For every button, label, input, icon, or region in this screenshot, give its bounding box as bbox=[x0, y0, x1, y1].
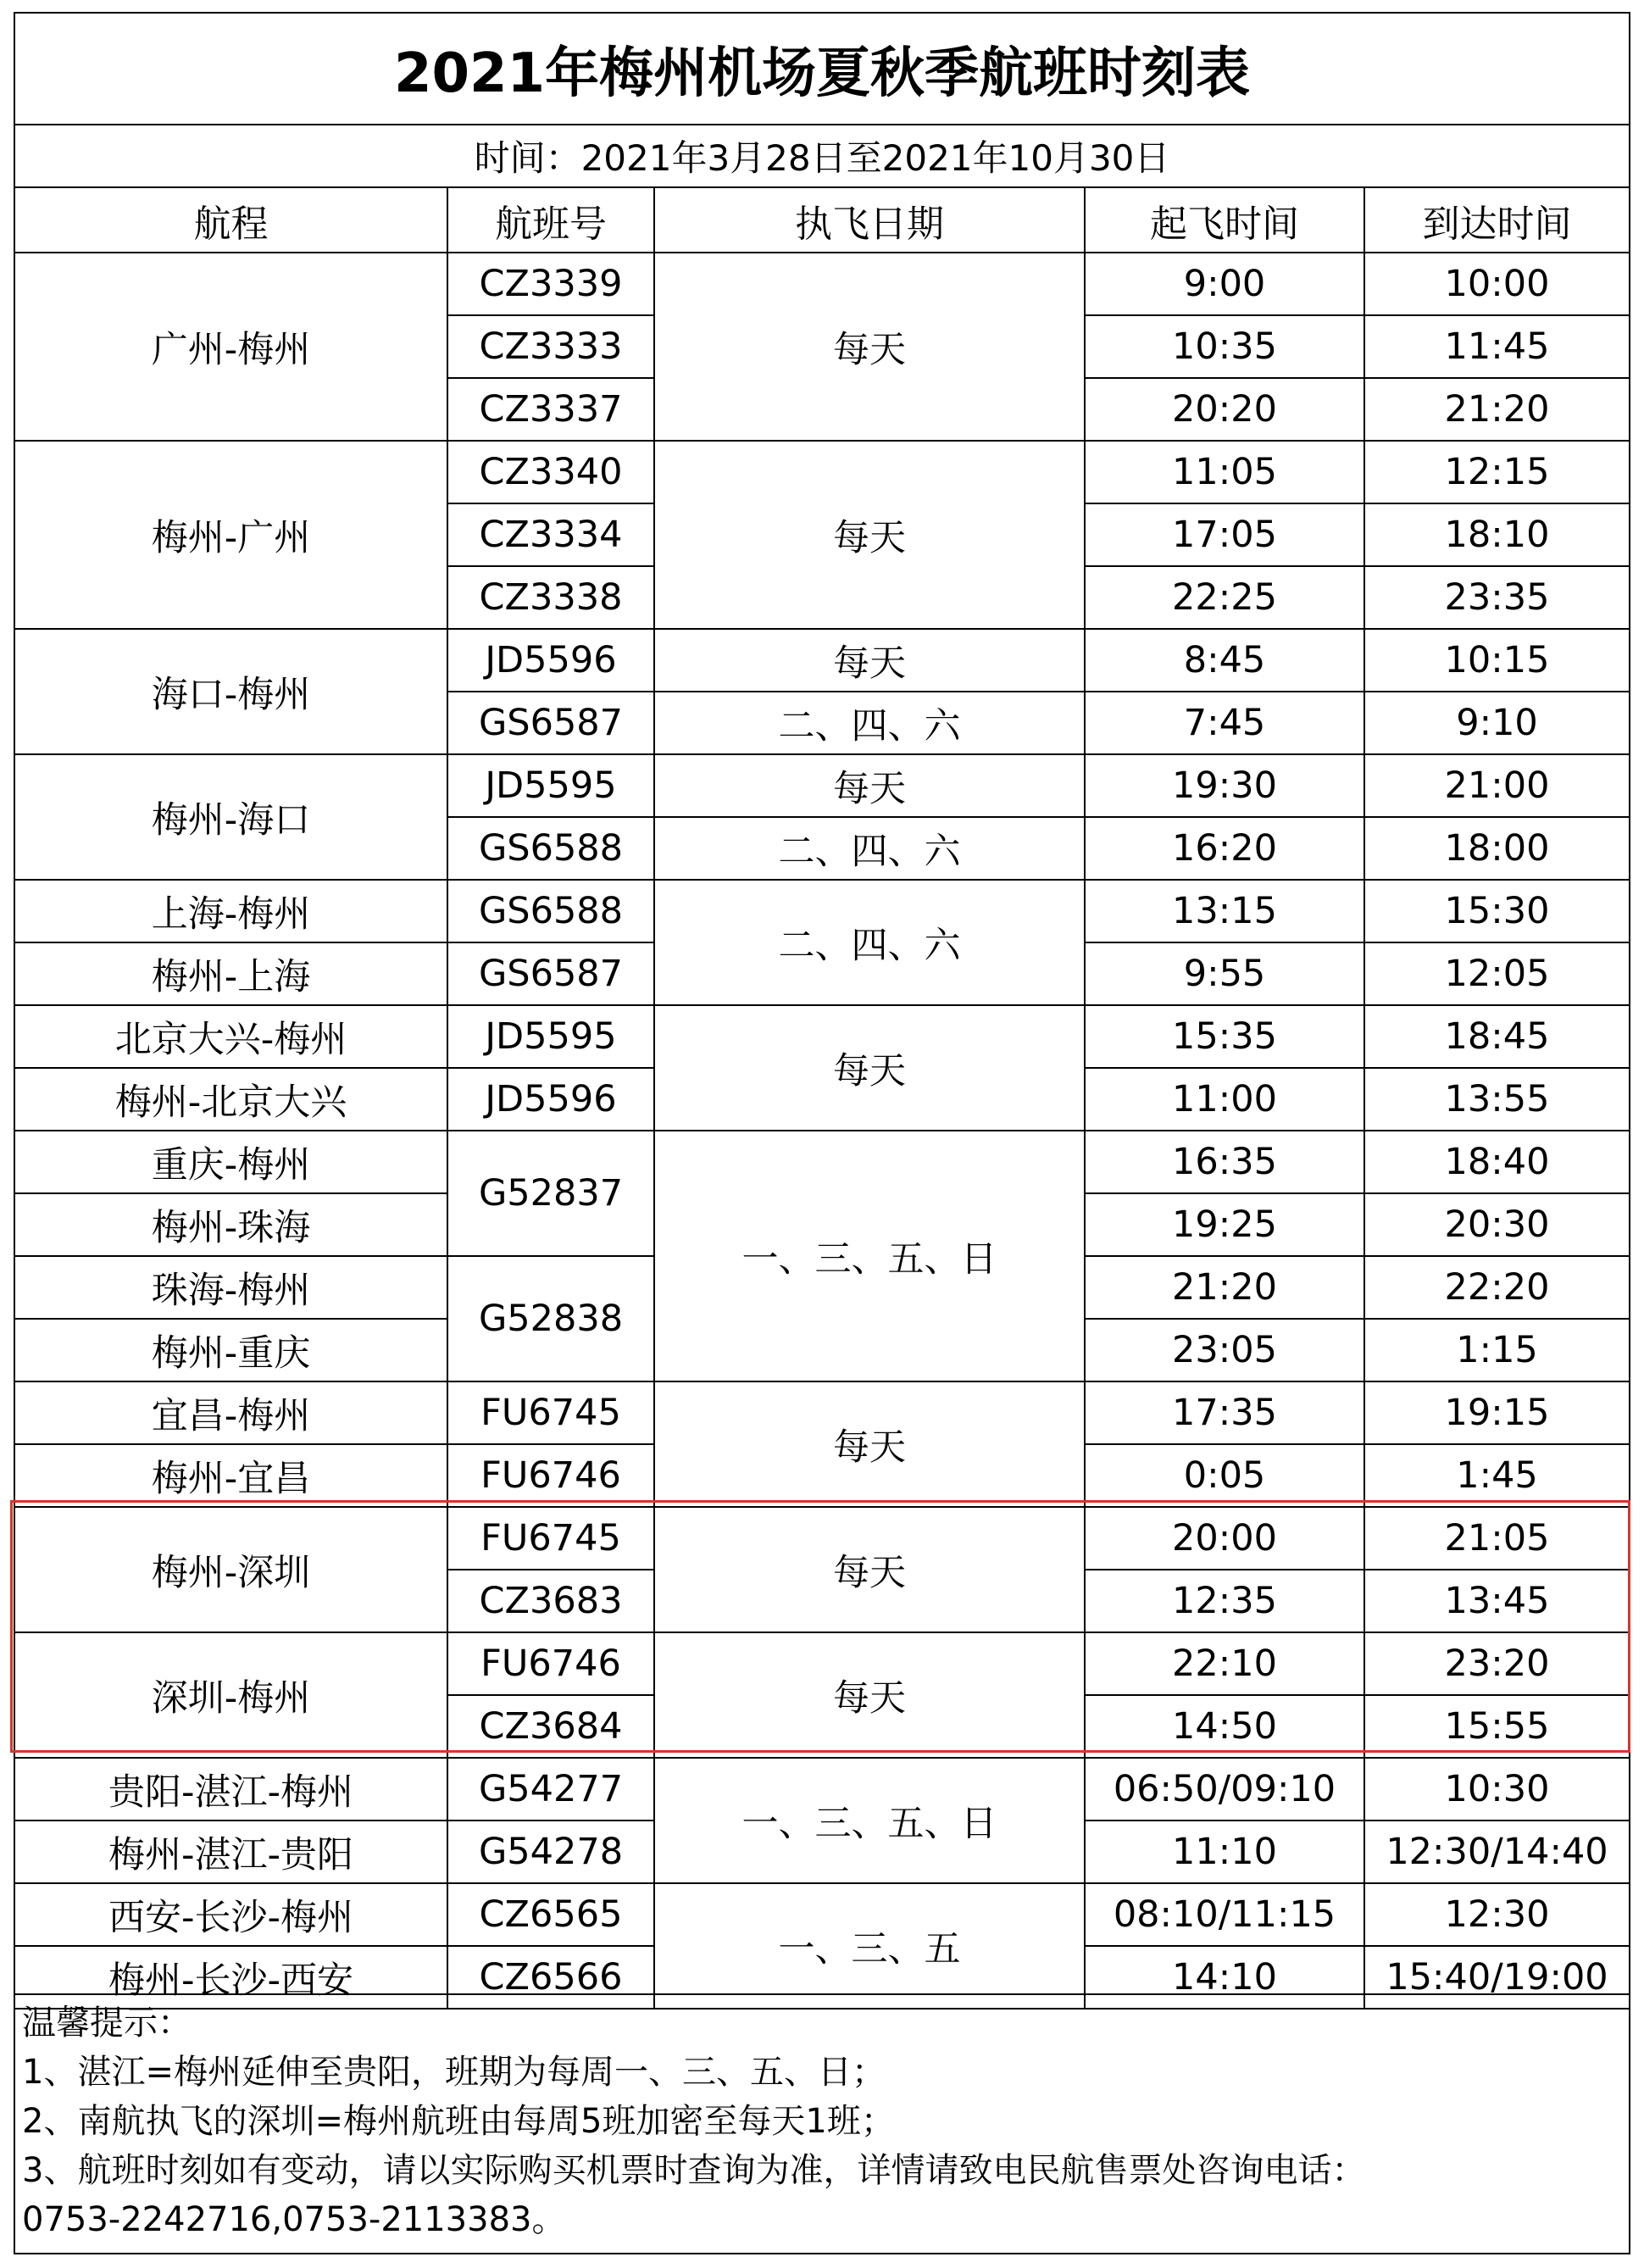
tip-line: 2、南航执飞的深圳=梅州航班由每周5班加密至每天1班； bbox=[22, 2102, 895, 2141]
table-row bbox=[15, 1507, 1629, 1570]
arrival-time-cell: 19:15 bbox=[1364, 1381, 1629, 1444]
route-cell: 上海-梅州 bbox=[15, 880, 447, 942]
table-row bbox=[15, 754, 1629, 817]
route-cell: 北京大兴-梅州 bbox=[15, 1005, 447, 1068]
departure-time-cell: 19:30 bbox=[1085, 754, 1364, 817]
departure-time-cell: 20:20 bbox=[1085, 378, 1364, 441]
departure-time-cell: 21:20 bbox=[1085, 1256, 1364, 1319]
flight-number-cell: FU6746 bbox=[447, 1632, 654, 1695]
operating-days-cell: 每天 bbox=[654, 1005, 1085, 1131]
flight-number-cell: GS6588 bbox=[447, 880, 654, 942]
route-cell: 贵阳-湛江-梅州 bbox=[15, 1758, 447, 1821]
arrival-time-cell: 12:30 bbox=[1364, 1883, 1629, 1946]
table-row bbox=[15, 1883, 1629, 1946]
table-row bbox=[15, 1131, 1629, 1193]
header-operating-days: 执飞日期 bbox=[654, 188, 1085, 253]
departure-time-cell: 14:10 bbox=[1085, 1946, 1364, 2009]
arrival-time-cell: 15:30 bbox=[1364, 880, 1629, 942]
table-row bbox=[15, 629, 1629, 692]
departure-time-cell: 20:00 bbox=[1085, 1507, 1364, 1570]
table-row bbox=[15, 1632, 1629, 1695]
table-row bbox=[15, 1381, 1629, 1444]
flight-number-cell: FU6746 bbox=[447, 1444, 654, 1507]
arrival-time-cell: 12:05 bbox=[1364, 942, 1629, 1005]
operating-days-cell: 二、四、六 bbox=[654, 817, 1085, 880]
operating-days-cell: 每天 bbox=[654, 441, 1085, 629]
departure-time-cell: 08:10/11:15 bbox=[1085, 1883, 1364, 1946]
operating-days-cell: 每天 bbox=[654, 1632, 1085, 1758]
arrival-time-cell: 1:15 bbox=[1364, 1319, 1629, 1381]
arrival-time-cell: 20:30 bbox=[1364, 1193, 1629, 1256]
phone-numbers: 0753-2242716,0753-2113383。 bbox=[22, 2200, 566, 2239]
header-flight-number: 航班号 bbox=[447, 188, 654, 253]
flight-number-cell: FU6745 bbox=[447, 1381, 654, 1444]
flight-number-cell: JD5596 bbox=[447, 1068, 654, 1131]
flight-number-cell: G52838 bbox=[447, 1256, 654, 1381]
arrival-time-cell: 12:15 bbox=[1364, 441, 1629, 503]
departure-time-cell: 06:50/09:10 bbox=[1085, 1758, 1364, 1821]
flight-number-cell: GS6588 bbox=[447, 817, 654, 880]
departure-time-cell: 11:05 bbox=[1085, 441, 1364, 503]
flight-number-cell: CZ3683 bbox=[447, 1570, 654, 1632]
flight-number-cell: GS6587 bbox=[447, 942, 654, 1005]
arrival-time-cell: 15:55 bbox=[1364, 1695, 1629, 1758]
route-cell: 广州-梅州 bbox=[15, 253, 447, 441]
timetable-sheet bbox=[14, 12, 1630, 2254]
route-cell: 梅州-海口 bbox=[15, 754, 447, 880]
flight-number-cell: CZ3337 bbox=[447, 378, 654, 441]
operating-days-cell: 二、四、六 bbox=[654, 880, 1085, 1005]
arrival-time-cell: 22:20 bbox=[1364, 1256, 1629, 1319]
departure-time-cell: 22:10 bbox=[1085, 1632, 1364, 1695]
table-row bbox=[15, 441, 1629, 503]
departure-time-cell: 9:00 bbox=[1085, 253, 1364, 315]
tips-section bbox=[15, 1993, 1629, 2253]
table-header-row bbox=[15, 188, 1629, 253]
operating-days-cell: 每天 bbox=[654, 253, 1085, 441]
departure-time-cell: 7:45 bbox=[1085, 692, 1364, 754]
arrival-time-cell: 10:15 bbox=[1364, 629, 1629, 692]
flight-number-cell: CZ6566 bbox=[447, 1946, 654, 2009]
operating-days-cell: 一、三、五、日 bbox=[654, 1131, 1085, 1381]
route-cell: 梅州-湛江-贵阳 bbox=[15, 1821, 447, 1883]
header-route: 航程 bbox=[15, 188, 447, 253]
arrival-time-cell: 15:40/19:00 bbox=[1364, 1946, 1629, 2009]
route-cell: 西安-长沙-梅州 bbox=[15, 1883, 447, 1946]
flight-number-cell: CZ3684 bbox=[447, 1695, 654, 1758]
valid-period: 时间：2021年3月28日至2021年10月30日 bbox=[15, 125, 1629, 188]
departure-time-cell: 13:15 bbox=[1085, 880, 1364, 942]
route-cell: 梅州-珠海 bbox=[15, 1193, 447, 1256]
departure-time-cell: 23:05 bbox=[1085, 1319, 1364, 1381]
arrival-time-cell: 23:20 bbox=[1364, 1632, 1629, 1695]
arrival-time-cell: 18:45 bbox=[1364, 1005, 1629, 1068]
flight-number-cell: CZ3338 bbox=[447, 566, 654, 629]
arrival-time-cell: 18:10 bbox=[1364, 503, 1629, 566]
operating-days-cell: 一、三、五、日 bbox=[654, 1758, 1085, 1883]
flight-number-cell: GS6587 bbox=[447, 692, 654, 754]
route-cell: 宜昌-梅州 bbox=[15, 1381, 447, 1444]
flight-number-cell: JD5595 bbox=[447, 754, 654, 817]
header-arrival-time: 到达时间 bbox=[1364, 188, 1629, 253]
departure-time-cell: 10:35 bbox=[1085, 315, 1364, 378]
operating-days-cell: 每天 bbox=[654, 1507, 1085, 1632]
route-cell: 梅州-广州 bbox=[15, 441, 447, 629]
arrival-time-cell: 13:55 bbox=[1364, 1068, 1629, 1131]
operating-days-cell: 一、三、五 bbox=[654, 1883, 1085, 2009]
departure-time-cell: 8:45 bbox=[1085, 629, 1364, 692]
departure-time-cell: 16:20 bbox=[1085, 817, 1364, 880]
schedule-table bbox=[15, 188, 1629, 2010]
route-cell: 海口-梅州 bbox=[15, 629, 447, 754]
flight-number-cell: G52837 bbox=[447, 1131, 654, 1256]
departure-time-cell: 14:50 bbox=[1085, 1695, 1364, 1758]
tip-line: 3、航班时刻如有变动，请以实际购买机票时查询为准，详情请致电民航售票处咨询电话： bbox=[22, 2151, 1366, 2190]
departure-time-cell: 0:05 bbox=[1085, 1444, 1364, 1507]
table-row bbox=[15, 1005, 1629, 1068]
flight-number-cell: G54278 bbox=[447, 1821, 654, 1883]
flight-number-cell: FU6745 bbox=[447, 1507, 654, 1570]
arrival-time-cell: 1:45 bbox=[1364, 1444, 1629, 1507]
operating-days-cell: 每天 bbox=[654, 629, 1085, 692]
flight-number-cell: JD5596 bbox=[447, 629, 654, 692]
departure-time-cell: 11:00 bbox=[1085, 1068, 1364, 1131]
arrival-time-cell: 10:30 bbox=[1364, 1758, 1629, 1821]
table-row bbox=[15, 880, 1629, 942]
departure-time-cell: 9:55 bbox=[1085, 942, 1364, 1005]
arrival-time-cell: 21:20 bbox=[1364, 378, 1629, 441]
departure-time-cell: 15:35 bbox=[1085, 1005, 1364, 1068]
departure-time-cell: 17:05 bbox=[1085, 503, 1364, 566]
arrival-time-cell: 23:35 bbox=[1364, 566, 1629, 629]
flight-number-cell: JD5595 bbox=[447, 1005, 654, 1068]
tips-heading: 温馨提示： bbox=[22, 2004, 192, 2043]
page-title: 2021年梅州机场夏秋季航班时刻表 bbox=[15, 14, 1629, 125]
arrival-time-cell: 13:45 bbox=[1364, 1570, 1629, 1632]
flight-number-cell: CZ3339 bbox=[447, 253, 654, 315]
table-row bbox=[15, 1758, 1629, 1821]
operating-days-cell: 每天 bbox=[654, 754, 1085, 817]
departure-time-cell: 17:35 bbox=[1085, 1381, 1364, 1444]
route-cell: 梅州-宜昌 bbox=[15, 1444, 447, 1507]
arrival-time-cell: 11:45 bbox=[1364, 315, 1629, 378]
route-cell: 梅州-深圳 bbox=[15, 1507, 447, 1632]
route-cell: 梅州-上海 bbox=[15, 942, 447, 1005]
arrival-time-cell: 21:05 bbox=[1364, 1507, 1629, 1570]
departure-time-cell: 11:10 bbox=[1085, 1821, 1364, 1883]
arrival-time-cell: 12:30/14:40 bbox=[1364, 1821, 1629, 1883]
route-cell: 梅州-重庆 bbox=[15, 1319, 447, 1381]
flight-number-cell: CZ3340 bbox=[447, 441, 654, 503]
route-cell: 深圳-梅州 bbox=[15, 1632, 447, 1758]
departure-time-cell: 16:35 bbox=[1085, 1131, 1364, 1193]
departure-time-cell: 22:25 bbox=[1085, 566, 1364, 629]
flight-number-cell: CZ3333 bbox=[447, 315, 654, 378]
operating-days-cell: 每天 bbox=[654, 1381, 1085, 1507]
header-departure-time: 起飞时间 bbox=[1085, 188, 1364, 253]
flight-number-cell: G54277 bbox=[447, 1758, 654, 1821]
route-cell: 珠海-梅州 bbox=[15, 1256, 447, 1319]
route-cell: 梅州-长沙-西安 bbox=[15, 1946, 447, 2009]
flight-number-cell: CZ3334 bbox=[447, 503, 654, 566]
tip-line: 1、湛江=梅州延伸至贵阳，班期为每周一、三、五、日； bbox=[22, 2053, 886, 2092]
operating-days-cell: 二、四、六 bbox=[654, 692, 1085, 754]
flight-number-cell: CZ6565 bbox=[447, 1883, 654, 1946]
departure-time-cell: 19:25 bbox=[1085, 1193, 1364, 1256]
departure-time-cell: 12:35 bbox=[1085, 1570, 1364, 1632]
arrival-time-cell: 10:00 bbox=[1364, 253, 1629, 315]
arrival-time-cell: 18:40 bbox=[1364, 1131, 1629, 1193]
table-row bbox=[15, 253, 1629, 315]
route-cell: 重庆-梅州 bbox=[15, 1131, 447, 1193]
arrival-time-cell: 9:10 bbox=[1364, 692, 1629, 754]
arrival-time-cell: 21:00 bbox=[1364, 754, 1629, 817]
arrival-time-cell: 18:00 bbox=[1364, 817, 1629, 880]
route-cell: 梅州-北京大兴 bbox=[15, 1068, 447, 1131]
